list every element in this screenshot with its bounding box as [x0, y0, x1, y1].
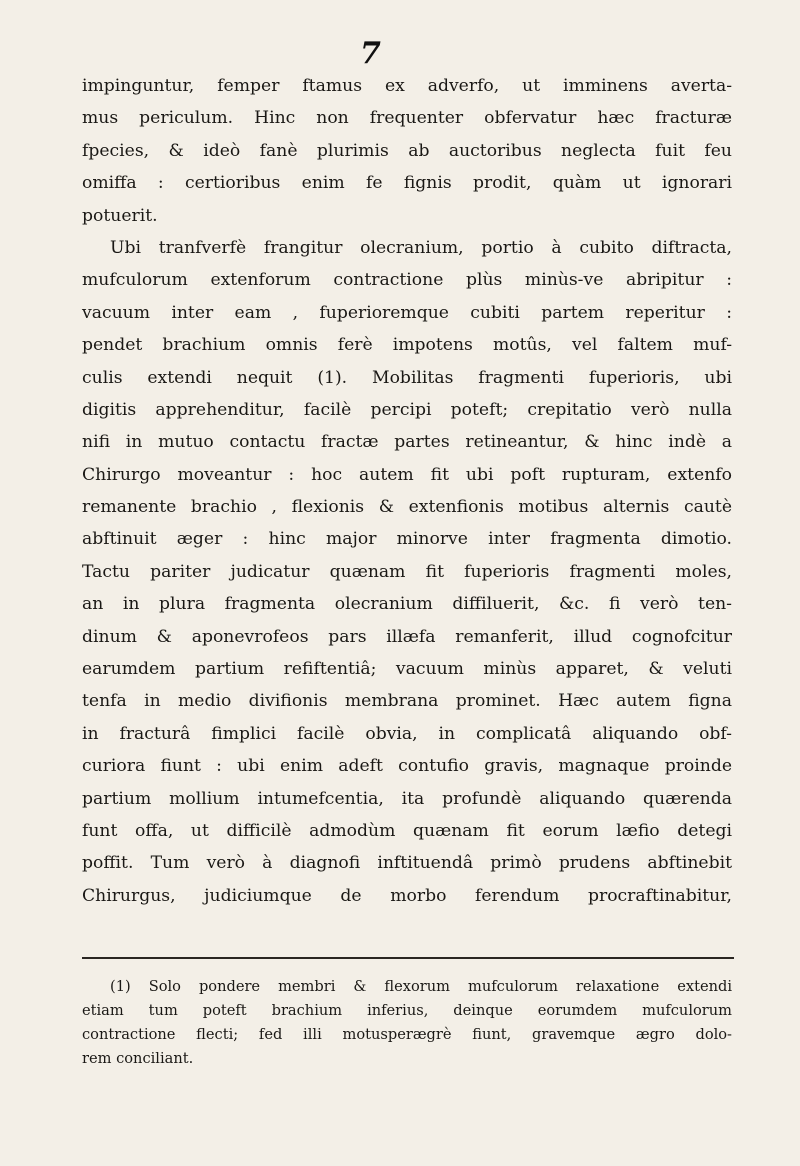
text-line: curiora fiunt : ubi enim adeft contufio gravis, magnaque proinde: [82, 756, 732, 777]
text-line: digitis apprehenditur, facilè percipi poteft; crepitatio verò nulla: [82, 399, 732, 420]
footnote-line: (1) Solo pondere membri & flexorum mufculorum relaxatione extendi: [110, 978, 732, 995]
footnote-line: contractione flecti; fed illi motusperægrè fiunt, gravemque ægro dolo-: [82, 1026, 732, 1043]
text-line: impinguntur, femper ftamus ex adverfo, ut imminens averta-: [82, 76, 732, 96]
text-line: vacuum inter eam , fuperioremque cubiti partem reperitur :: [82, 302, 732, 323]
text-line: funt offa, ut difficilè admodùm quænam fit eorum læfio detegi: [82, 820, 732, 841]
text-line: dinum & aponevrofeos pars illæfa remanferit, illud cognofcitur: [82, 626, 732, 647]
text-line: Chirurgo moveantur : hoc autem fit ubi poft rupturam, extenfo: [82, 464, 732, 485]
footnote-divider: [82, 957, 734, 959]
text-line: culis extendi nequit (1). Mobilitas fragmenti fuperioris, ubi: [82, 367, 732, 388]
footnote-line: rem conciliant.: [82, 1050, 194, 1067]
text-line: Tactu pariter judicatur quænam fit fuperioris fragmenti moles,: [82, 561, 732, 582]
text-line: abftinuit æger : hinc major minorve inter fragmenta dimotio.: [82, 529, 732, 550]
main-text: [82, 70, 732, 912]
text-line: pendet brachium omnis ferè impotens motûs, vel faltem muf-: [82, 335, 732, 356]
text-line: poffit. Tum verò à diagnofi inftituendâ primò prudens abftinebit: [82, 853, 732, 874]
text-line: an in plura fragmenta olecranium diffiluerit, &c. fi verò ten-: [82, 594, 732, 615]
text-line: potuerit.: [82, 205, 158, 226]
text-line: omiffa : certioribus enim fe fignis prodit, quàm ut ignorari: [82, 173, 732, 194]
text-line: Chirurgus, judiciumque de morbo ferendum procraftinabitur,: [82, 885, 732, 906]
text-line: earumdem partium refiftentiâ; vacuum minùs apparet, & veluti: [82, 659, 732, 680]
text-line: nifi in mutuo contactu fractæ partes retineantur, & hinc indè a: [82, 432, 732, 453]
footnote: [82, 975, 732, 1071]
footnote-line: etiam tum poteft brachium inferius, deinque eorumdem mufculorum: [82, 1002, 732, 1019]
text-line: mufculorum extenforum contractione plùs minùs-ve abripitur :: [82, 270, 732, 291]
page-number: 7: [360, 36, 381, 71]
text-line: fpecies, & ideò fanè plurimis ab auctoribus neglecta fuit feu: [82, 140, 732, 161]
text-line: tenfa in medio divifionis membrana prominet. Hæc autem figna: [82, 691, 732, 712]
text-line: in fracturâ fimplici facilè obvia, in complicatâ aliquando obf-: [82, 723, 732, 744]
paragraph-start-line: Ubi tranfverfè frangitur olecranium, portio à cubito diftracta,: [110, 237, 732, 258]
text-line: partium mollium intumefcentia, ita profundè aliquando quærenda: [82, 788, 732, 809]
text-line: remanente brachio , flexionis & extenfionis motibus alternis cautè: [82, 497, 732, 518]
text-line: mus periculum. Hinc non frequenter obfervatur hæc fracturæ: [82, 108, 732, 129]
